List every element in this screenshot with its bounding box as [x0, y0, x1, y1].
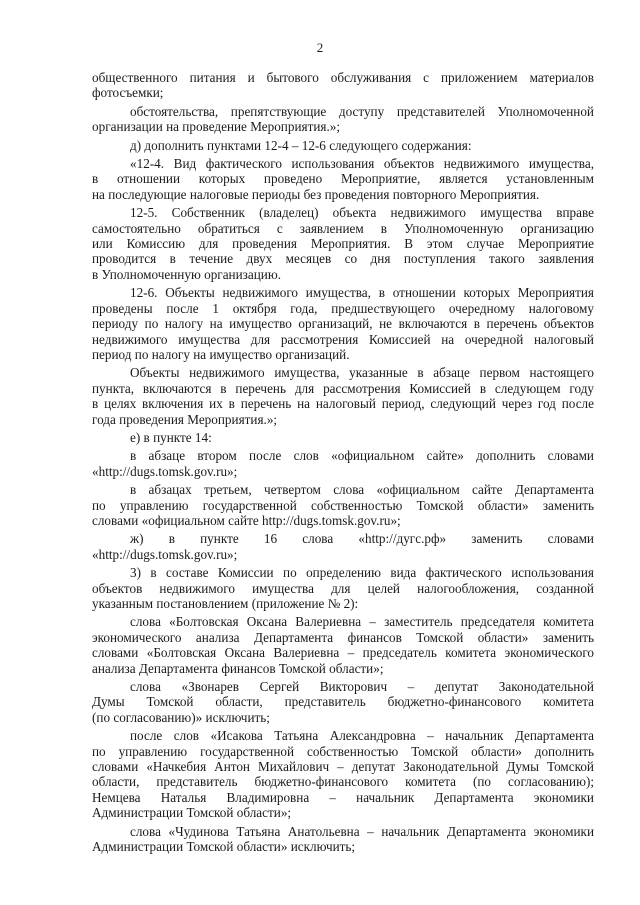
- text-line: слова «Звонарев Сергей Викторович – депутат Законодательной: [130, 679, 594, 695]
- paragraph: [92, 104, 594, 135]
- text-line: в отношении которых проведено Мероприятие, является установленным: [92, 171, 594, 187]
- text-line: Администрации Томской области» исключить;: [92, 839, 356, 855]
- text-line: Объекты недвижимого имущества, указанные в абзаце первом настоящего: [130, 365, 594, 381]
- text-line: на последующие налоговые периоды без проведения повторного Мероприятия.: [92, 186, 540, 202]
- paragraph: [92, 614, 594, 676]
- text-line: период по налогу на имущество организаций.: [92, 346, 350, 362]
- text-line: в целях включения их в перечень на налоговый период, следующий через год после: [92, 396, 594, 412]
- text-line: слова «Болтовская Оксана Валериевна – заместитель председателя комитета: [130, 614, 594, 630]
- text-line: объектов недвижимого имущества для целей налогообложения, созданной: [92, 580, 594, 596]
- text-line: обстоятельства, препятствующие доступу представителей Уполномоченной: [130, 103, 594, 119]
- text-line: области, представитель бюджетно-финансового комитета (по согласованию);: [92, 774, 594, 790]
- text-line: в абзацах третьем, четвертом слова «официальном сайте Департамента: [130, 482, 594, 498]
- text-line: недвижимого имущества для рассмотрения Комиссией на очередной налоговый: [92, 331, 594, 347]
- paragraph: [92, 285, 594, 362]
- text-line: по управлению государственной собственностью Томской области» заменить: [92, 497, 594, 513]
- text-line: самостоятельно обратиться с заявлением в Уполномоченную организацию: [92, 220, 594, 236]
- text-line: «12-4. Вид фактического использования объектов недвижимого имущества,: [130, 156, 594, 172]
- text-line: пункта, включаются в перечень для рассмотрения Комиссией в следующем году: [92, 380, 594, 396]
- text-line: фотосъемки;: [92, 85, 164, 101]
- paragraph: [92, 430, 594, 445]
- text-line: е) в пункте 14:: [130, 429, 212, 445]
- paragraph: [92, 365, 594, 427]
- text-line: д) дополнить пунктами 12-4 – 12-6 следующего содержания:: [130, 137, 472, 153]
- paragraph: [92, 205, 594, 282]
- text-line: 12-5. Собственник (владелец) объекта недвижимого имущества вправе: [130, 205, 594, 221]
- paragraph: [92, 531, 594, 562]
- text-line: периоду по налогу на имущество организаций, не включаются в перечень объектов: [92, 316, 594, 332]
- text-line: Думы Томской области, представитель бюджетно-финансового комитета: [92, 694, 594, 710]
- paragraph: [92, 156, 594, 202]
- text-line: общественного питания и бытового обслуживания с приложением материалов: [92, 70, 594, 85]
- text-line: «http://dugs.tomsk.gov.ru»;: [92, 463, 238, 479]
- text-line: анализа Департамента финансов Томской области»;: [92, 660, 384, 676]
- text-line: словами «официальном сайте http://dugs.tomsk.gov.ru»;: [92, 512, 401, 528]
- text-line: организации на проведение Мероприятия.»;: [92, 119, 341, 135]
- paragraph: [92, 824, 594, 855]
- text-line: после слов «Исакова Татьяна Александровна – начальник Департамента: [130, 728, 594, 744]
- text-line: в абзаце втором после слов «официальном сайте» дополнить словами: [130, 448, 594, 464]
- document-body: [92, 70, 594, 858]
- text-line: проводится в течение двух месяцев со дня поступления такого заявления: [92, 251, 594, 267]
- paragraph: [92, 679, 594, 725]
- paragraph: [92, 728, 594, 820]
- paragraph: [92, 138, 594, 153]
- text-line: ж) в пункте 16 слова «http://дугс.рф» заменить словами: [130, 531, 594, 547]
- text-line: указанным постановлением (приложение № 2):: [92, 596, 359, 611]
- text-line: Немцева Наталья Владимировна – начальник Департамента экономики: [92, 789, 594, 805]
- text-line: слова «Чудинова Татьяна Анатольевна – начальник Департамента экономики: [130, 823, 594, 839]
- text-line: 3) в составе Комиссии по определению вида фактического использования: [130, 565, 594, 581]
- paragraph: [92, 70, 594, 101]
- text-line: экономического анализа Департамента финансов Томской области» заменить: [92, 629, 594, 645]
- paragraph: [92, 482, 594, 528]
- text-line: «http://dugs.tomsk.gov.ru»;: [92, 546, 238, 562]
- text-line: словами «Болтовская Оксана Валериевна – председатель комитета экономического: [92, 645, 594, 661]
- text-line: проведены после 1 октября года, предшествующего очередному налоговому: [92, 300, 594, 316]
- text-line: по управлению государственной собственностью Томской области» дополнить: [92, 743, 594, 759]
- text-line: (по согласованию)» исключить;: [92, 709, 270, 725]
- text-line: Администрации Томской области»;: [92, 805, 292, 821]
- paragraph: [92, 565, 594, 611]
- text-line: 12-6. Объекты недвижимого имущества, в отношении которых Мероприятия: [130, 285, 594, 301]
- page-number: 2: [316, 40, 324, 55]
- paragraph: [92, 448, 594, 479]
- text-line: или Комиссию для проведения Мероприятия. В этом случае Мероприятие: [92, 236, 594, 252]
- text-line: в Уполномоченную организацию.: [92, 266, 281, 282]
- text-line: года проведения Мероприятия.»;: [92, 411, 278, 427]
- text-line: словами «Начкебия Антон Михайлович – депутат Законодательной Думы Томской: [92, 759, 594, 775]
